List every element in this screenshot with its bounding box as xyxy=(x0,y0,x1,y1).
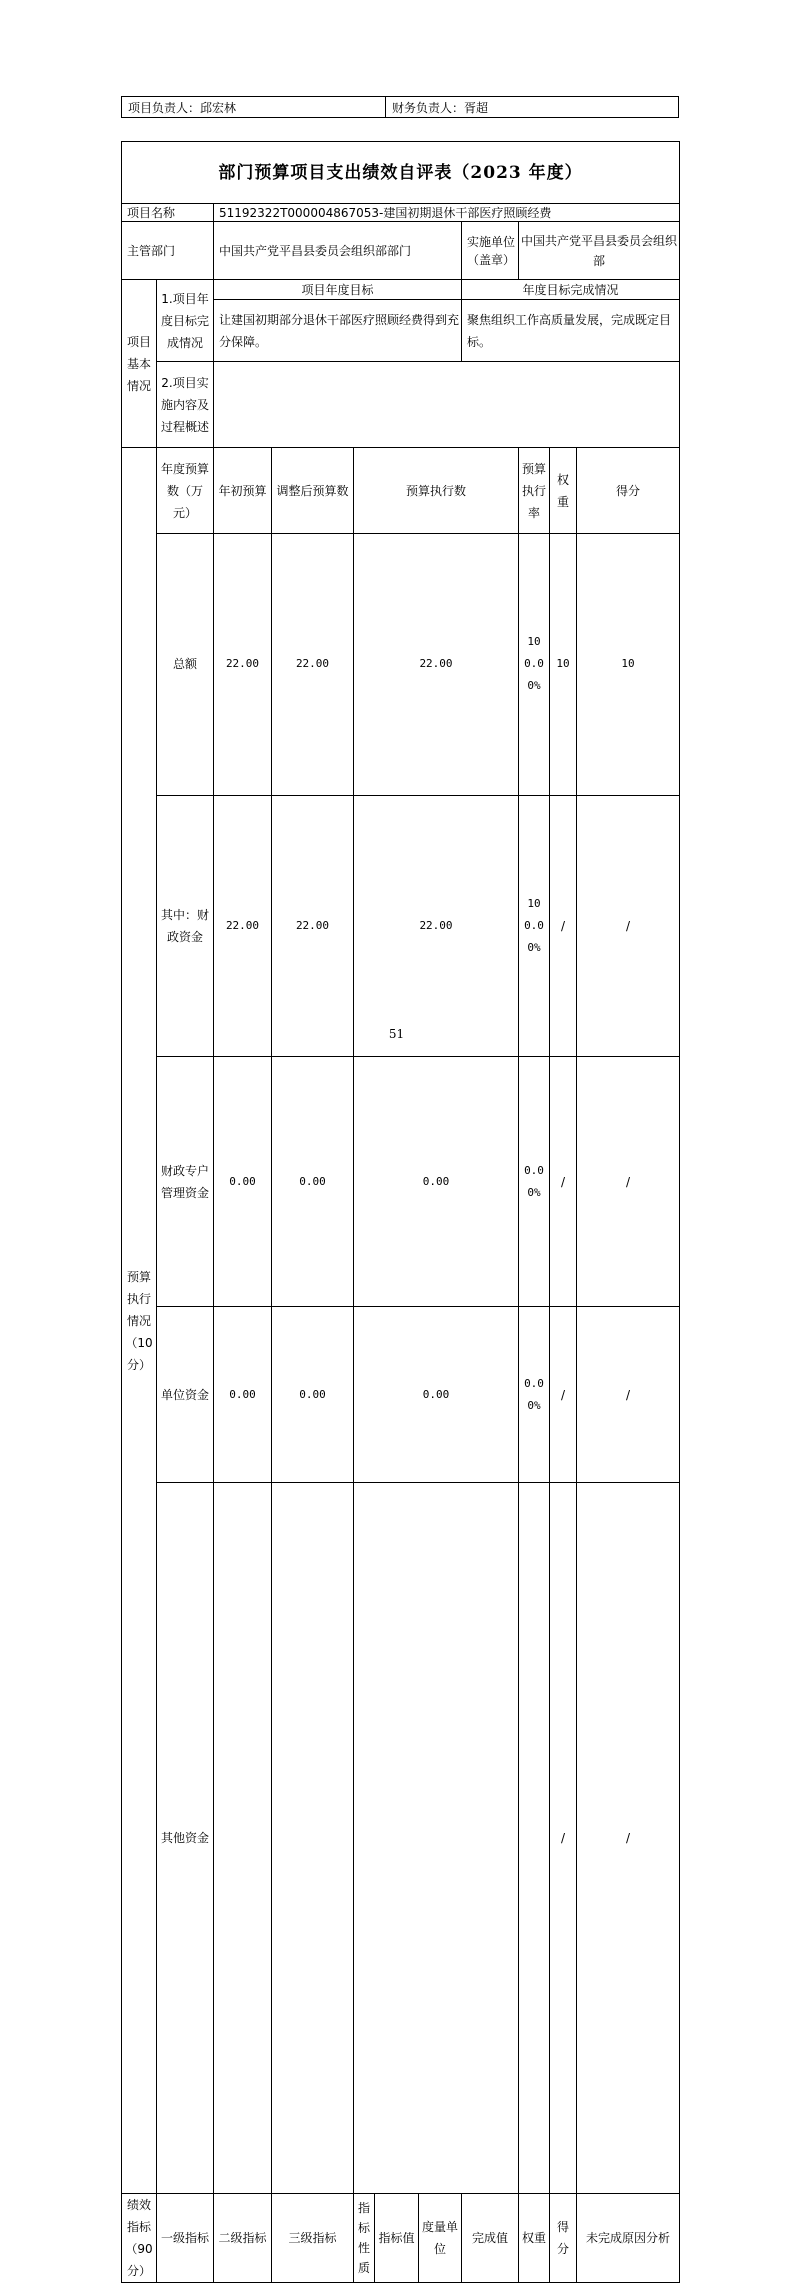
finance-leader-cell xyxy=(386,97,488,117)
completed-value-header: 完成值 xyxy=(462,2194,519,2283)
project-name-value: 51192322T000004867053-建国初期退休干部医疗照顾经费 xyxy=(214,204,680,222)
budget-row-initial xyxy=(214,1483,272,2194)
project-leader-name: 邱宏林 xyxy=(200,100,237,115)
budget-row-rate: 0.00% xyxy=(519,1057,550,1307)
department-label: 主管部门 xyxy=(122,222,214,280)
annual-goal-label: 1.项目年度目标完成情况 xyxy=(157,280,214,362)
budget-row-initial: 22.00 xyxy=(214,795,272,1057)
budget-score-header: 得分 xyxy=(577,448,680,534)
goal-completion-text: 聚焦组织工作高质量发展，完成既定目标。 xyxy=(462,300,680,362)
budget-row-label: 总额 xyxy=(157,534,214,796)
level1-indicator-header: 一级指标 xyxy=(157,2194,214,2283)
execution-rate-header: 预算执行率 xyxy=(519,448,550,534)
indicator-value-header: 指标值 xyxy=(375,2194,419,2283)
level3-indicator-header: 三级指标 xyxy=(272,2194,354,2283)
budget-row-executed xyxy=(354,1483,519,2194)
budget-row-executed: 0.00 xyxy=(354,1057,519,1307)
budget-row-score: / xyxy=(577,1307,680,1483)
budget-row-adjusted: 0.00 xyxy=(272,1307,354,1483)
budget-row-label: 单位资金 xyxy=(157,1307,214,1483)
budget-row-label: 其中：财政资金 xyxy=(157,795,214,1057)
form-title: 部门预算项目支出绩效自评表（2023 年度） xyxy=(122,142,680,204)
annual-goal-col-header: 项目年度目标 xyxy=(214,280,462,300)
project-leader-label: 项目负责人： xyxy=(128,100,201,115)
budget-row-weight: / xyxy=(550,1483,577,2194)
page-number: 51 xyxy=(388,1027,405,1041)
budget-row-label: 其他资金 xyxy=(157,1483,214,2194)
project-name-label: 项目名称 xyxy=(122,204,214,222)
budget-row-initial: 0.00 xyxy=(214,1057,272,1307)
indicator-nature-header: 指标性质 xyxy=(354,2194,375,2283)
budget-row-rate: 100.00% xyxy=(519,534,550,796)
adjusted-budget-header: 调整后预算数 xyxy=(272,448,354,534)
budget-row-score: 10 xyxy=(577,534,680,796)
finance-leader-name: 胥超 xyxy=(464,100,489,115)
budget-row-adjusted: 22.00 xyxy=(272,795,354,1057)
budget-row-score: / xyxy=(577,795,680,1057)
budget-section-label: 预算执行情况（10分） xyxy=(122,448,157,2194)
budget-row-score: / xyxy=(577,1057,680,1307)
implementing-unit-label: 实施单位（盖章） xyxy=(462,222,519,280)
perf-score-header: 得分 xyxy=(550,2194,577,2283)
budget-row-rate xyxy=(519,1483,550,2194)
basic-info-section-label: 项目基本情况 xyxy=(122,280,157,448)
evaluation-form-table xyxy=(121,141,680,2283)
budget-row-label: 财政专户管理资金 xyxy=(157,1057,214,1307)
budget-row-weight: / xyxy=(550,795,577,1057)
budget-row-rate: 0.00% xyxy=(519,1307,550,1483)
budget-row-executed: 0.00 xyxy=(354,1307,519,1483)
budget-row-adjusted: 0.00 xyxy=(272,1057,354,1307)
goal-completion-col-header: 年度目标完成情况 xyxy=(462,280,680,300)
performance-section-label: 绩效指标（90分） xyxy=(122,2194,157,2283)
implementation-content-text xyxy=(214,362,680,448)
budget-row-executed: 22.00 xyxy=(354,534,519,796)
budget-row-adjusted: 22.00 xyxy=(272,534,354,796)
implementing-unit-value: 中国共产党平昌县委员会组织部 xyxy=(519,222,680,280)
budget-weight-header: 权重 xyxy=(550,448,577,534)
project-leader-cell xyxy=(122,97,386,117)
budget-row-initial: 0.00 xyxy=(214,1307,272,1483)
measure-unit-header: 度量单位 xyxy=(419,2194,462,2283)
budget-row-initial: 22.00 xyxy=(214,534,272,796)
implementation-content-label: 2.项目实施内容及过程概述 xyxy=(157,362,214,448)
budget-row-rate: 100.00% xyxy=(519,795,550,1057)
budget-row-adjusted xyxy=(272,1483,354,2194)
perf-weight-header: 权重 xyxy=(519,2194,550,2283)
unfinished-reason-header: 未完成原因分析 xyxy=(577,2194,680,2283)
budget-row-executed: 22.00 xyxy=(354,795,519,1057)
annual-goal-text: 让建国初期部分退休干部医疗照顾经费得到充分保障。 xyxy=(214,300,462,362)
budget-row-weight: 10 xyxy=(550,534,577,796)
budget-row-weight: / xyxy=(550,1307,577,1483)
initial-budget-header: 年初预算 xyxy=(214,448,272,534)
budget-row-weight: / xyxy=(550,1057,577,1307)
budget-amount-header: 年度预算数（万元） xyxy=(157,448,214,534)
level2-indicator-header: 二级指标 xyxy=(214,2194,272,2283)
department-value: 中国共产党平昌县委员会组织部部门 xyxy=(214,222,462,280)
finance-leader-label: 财务负责人： xyxy=(392,100,465,115)
executed-budget-header: 预算执行数 xyxy=(354,448,519,534)
signature-header xyxy=(121,96,679,118)
budget-row-score: / xyxy=(577,1483,680,2194)
